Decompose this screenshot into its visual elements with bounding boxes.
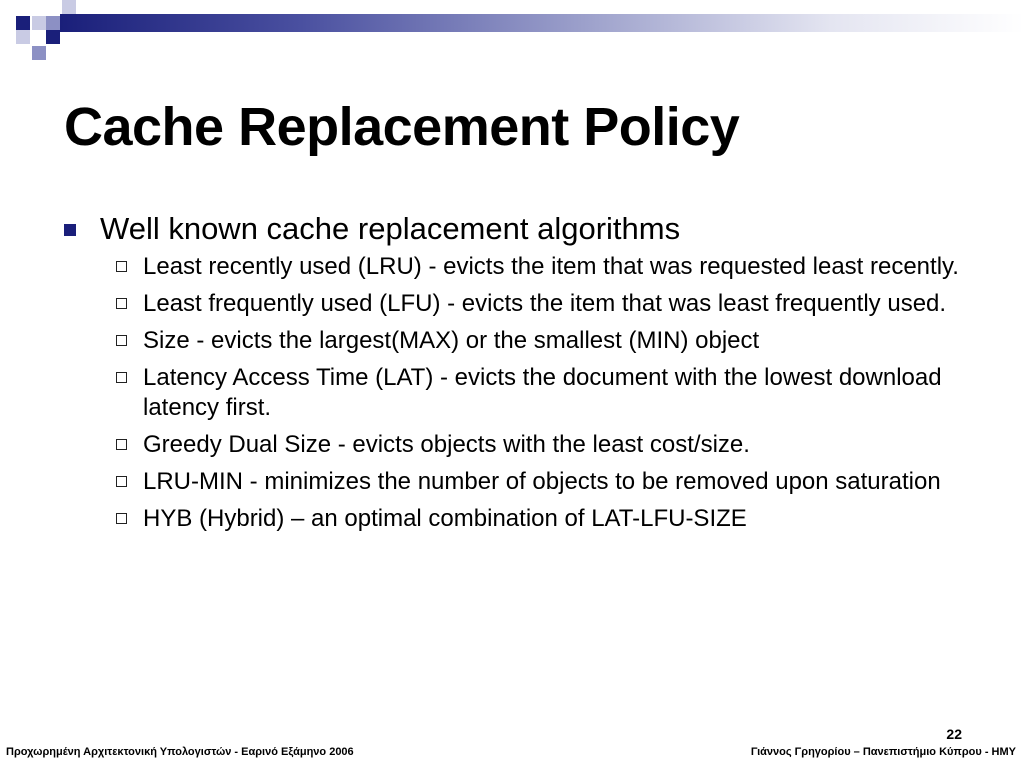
sub-bullet-item [116, 504, 974, 534]
header-square-decoration [16, 30, 30, 44]
sub-bullet-text: Latency Access Time (LAT) - evicts the document with the lowest download latency first. [143, 364, 942, 421]
sub-bullet-list [116, 252, 974, 534]
sub-bullet-text: Size - evicts the largest(MAX) or the smallest (MIN) object [143, 327, 760, 354]
hollow-square-bullet-icon [116, 513, 127, 524]
sub-bullet-text: Least frequently used (LFU) - evicts the item that was least frequently used. [143, 290, 947, 317]
sub-bullet-text: Least recently used (LRU) - evicts the item that was requested least recently. [143, 253, 959, 280]
sub-bullet-item [116, 363, 974, 423]
hollow-square-bullet-icon [116, 372, 127, 383]
sub-bullet-item [116, 252, 974, 282]
sub-bullet-item [116, 467, 974, 497]
sub-bullet-item [116, 326, 974, 356]
header-square-decoration [46, 30, 60, 44]
sub-bullet-text: HYB (Hybrid) – an optimal combination of LAT-LFU-SIZE [143, 505, 747, 532]
main-bullet-text: Well known cache replacement algorithms [100, 211, 681, 246]
hollow-square-bullet-icon [116, 335, 127, 346]
hollow-square-bullet-icon [116, 261, 127, 272]
main-bullet-item [64, 210, 974, 248]
footer-course-title: Προχωρημένη Αρχιτεκτονική Υπολογιστών - Εαρινό Εξάμηνο 2006 [6, 746, 354, 758]
header-square-decoration [16, 16, 30, 30]
header-square-decoration [32, 16, 46, 30]
filled-square-bullet-icon [64, 224, 76, 236]
header-gradient-bar [60, 14, 1024, 32]
slide-title: Cache Replacement Policy [64, 97, 740, 157]
sub-bullet-item [116, 430, 974, 460]
hollow-square-bullet-icon [116, 298, 127, 309]
slide-body [64, 210, 974, 541]
footer-author: Γιάννος Γρηγορίου – Πανεπιστήμιο Κύπρου - ΗΜΥ [750, 746, 1016, 758]
hollow-square-bullet-icon [116, 476, 127, 487]
page-number: 22 [946, 726, 962, 742]
header-square-decoration [46, 16, 60, 30]
sub-bullet-item [116, 289, 974, 319]
hollow-square-bullet-icon [116, 439, 127, 450]
sub-bullet-text: Greedy Dual Size - evicts objects with the least cost/size. [143, 431, 750, 458]
header-square-decoration [62, 0, 76, 14]
header-square-decoration [32, 46, 46, 60]
sub-bullet-text: LRU-MIN - minimizes the number of objects to be removed upon saturation [143, 468, 941, 495]
